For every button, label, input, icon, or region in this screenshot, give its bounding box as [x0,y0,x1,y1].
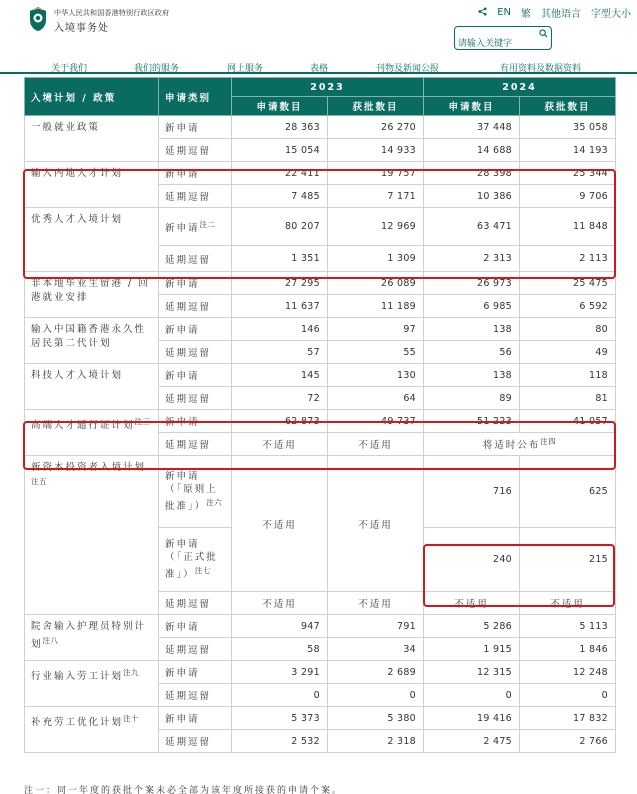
value-cell: 17 832 [520,707,616,730]
type-cell: 新申请 [159,707,232,730]
value-cell: 58 [232,638,328,661]
header-scheme: 入境计划 / 政策 [25,78,159,116]
header-approved-2023: 获批数目 [328,97,424,116]
type-cell: 延期逗留 [159,246,232,272]
value-cell: 80 [520,318,616,341]
value-cell: 625 [520,456,616,528]
type-cell: 延期逗留 [159,730,232,753]
main-nav [0,60,637,74]
lang-en-link[interactable]: EN [497,7,511,18]
note-ref[interactable]: 注十 [123,714,140,723]
value-cell: 63 471 [424,208,520,246]
value-cell: 89 [424,387,520,410]
type-label: 新申请 [165,223,200,235]
not-applicable-cell: 不适用 [328,456,424,592]
search-box[interactable] [454,26,552,50]
value-cell: 57 [232,341,328,364]
value-cell: 35 058 [520,116,616,139]
value-cell: 11 848 [520,208,616,246]
nav-publications[interactable]: 刊物及新闻公报 [376,64,440,74]
value-cell: 41 057 [520,410,616,433]
scheme-cell: 输入中国籍香港永久性居民第二代计划 [25,318,159,364]
value-cell: 37 448 [424,116,520,139]
scheme-cell: 非本地毕业生留港 / 回港就业安排 [25,272,159,318]
search-input[interactable] [458,38,548,50]
value-cell: 19 416 [424,707,520,730]
value-cell: 49 [520,341,616,364]
top-links [478,5,631,20]
value-cell: 28 363 [232,116,328,139]
value-cell: 7 171 [328,185,424,208]
scheme-cell: 一般就业政策 [25,116,159,162]
type-cell: 延期逗留 [159,341,232,364]
value-cell: 5 113 [520,615,616,638]
table-row [25,318,616,341]
statistics-table [24,77,615,753]
type-cell: 延期逗留 [159,684,232,707]
value-cell: 11 637 [232,295,328,318]
value-cell: 81 [520,387,616,410]
header-applications-2024: 申请数目 [424,97,520,116]
value-cell: 1 309 [328,246,424,272]
value-cell: 15 054 [232,139,328,162]
dept-name[interactable]: 入境事务处 [54,23,109,34]
value-cell: 9 706 [520,185,616,208]
value-cell: 5 373 [232,707,328,730]
value-cell: 19 757 [328,162,424,185]
value-cell: 2 475 [424,730,520,753]
gov-name: 中华人民共和国香港特别行政区政府 [54,9,170,17]
value-cell: 10 386 [424,185,520,208]
value-cell: 28 398 [424,162,520,185]
nav-services[interactable]: 我们的服务 [134,64,180,74]
value-cell: 947 [232,615,328,638]
type-cell [159,208,232,246]
value-cell: 1 915 [424,638,520,661]
type-cell: 延期逗留 [159,638,232,661]
type-cell [159,528,232,592]
value-cell: 791 [328,615,424,638]
nav-info[interactable]: 有用资料及数据资料 [500,64,582,74]
value-cell: 2 313 [424,246,520,272]
value-cell: 2 689 [328,661,424,684]
table-row [25,116,616,139]
value-cell: 138 [424,318,520,341]
value-cell: 26 089 [328,272,424,295]
lang-tc-link[interactable]: 繁 [521,9,531,20]
not-applicable-cell: 不适用 [328,433,424,456]
not-applicable-cell: 不适用 [424,592,520,615]
value-cell: 0 [424,684,520,707]
value-cell: 11 189 [328,295,424,318]
type-cell: 新申请 [159,410,232,433]
value-cell: 26 973 [424,272,520,295]
type-cell: 新申请 [159,272,232,295]
value-cell: 14 193 [520,139,616,162]
scheme-cell [25,661,159,707]
value-cell: 12 969 [328,208,424,246]
value-cell: 118 [520,364,616,387]
table-row [25,707,616,730]
scheme-cell: 优秀人才入境计划 [25,208,159,272]
table-row [25,661,616,684]
value-cell: 12 248 [520,661,616,684]
value-cell: 14 933 [328,139,424,162]
site-header [0,0,637,58]
value-cell: 26 270 [328,116,424,139]
value-cell: 145 [232,364,328,387]
scheme-cell [25,707,159,753]
scheme-label: 院舍输入护理员特别计划 [31,621,147,651]
scheme-label: 高端人才通行证计划 [31,420,135,432]
value-cell: 14 688 [424,139,520,162]
type-label: 新申请（「正式批准」） [165,538,218,581]
not-applicable-cell: 不适用 [520,592,616,615]
value-cell: 0 [520,684,616,707]
data-table [24,77,616,753]
type-cell: 延期逗留 [159,592,232,615]
type-cell: 延期逗留 [159,295,232,318]
scheme-label: 新资本投资者入境计划 [31,462,147,473]
scheme-label: 行业输入劳工计划 [31,671,124,683]
value-cell: 1 351 [232,246,328,272]
value-cell: 49 737 [328,410,424,433]
header-year-2024: 2024 [424,78,616,97]
value-cell: 25 475 [520,272,616,295]
scheme-cell [25,615,159,661]
value-cell: 2 766 [520,730,616,753]
share-icon[interactable] [478,7,487,19]
value-cell: 27 295 [232,272,328,295]
note-ref[interactable]: 注二 [199,219,216,229]
note-ref[interactable]: 注五 [31,477,47,486]
table-row [25,615,616,638]
type-label: 新申请（「原则上批准」） [165,470,218,513]
scheme-cell: 输入内地人才计划 [25,162,159,208]
type-cell: 新申请 [159,661,232,684]
value-cell: 7 485 [232,185,328,208]
type-cell: 新申请 [159,318,232,341]
header-type: 申请类别 [159,78,232,116]
type-cell: 新申请 [159,364,232,387]
scheme-cell [25,456,159,615]
scheme-cell: 科技人才入境计划 [25,364,159,410]
type-cell: 延期逗留 [159,139,232,162]
search-icon[interactable] [539,29,548,38]
value-cell: 51 223 [424,410,520,433]
table-row [25,272,616,295]
type-cell: 新申请 [159,116,232,139]
value-cell: 0 [232,684,328,707]
value-cell: 72 [232,387,328,410]
value-cell: 2 318 [328,730,424,753]
table-row [25,410,616,433]
value-cell: 0 [328,684,424,707]
value-cell: 22 411 [232,162,328,185]
value-cell: 146 [232,318,328,341]
value-cell: 716 [424,456,520,528]
nav-forms[interactable]: 表格 [310,64,329,74]
value-cell: 34 [328,638,424,661]
value-cell: 55 [328,341,424,364]
other-lang-link[interactable]: 其他语言 [541,9,581,20]
type-cell: 延期逗留 [159,387,232,410]
type-cell: 延期逗留 [159,433,232,456]
value-cell: 12 315 [424,661,520,684]
type-cell: 延期逗留 [159,185,232,208]
type-cell: 新申请 [159,615,232,638]
value-cell: 215 [520,528,616,592]
hkgov-emblem-icon[interactable] [28,6,48,32]
value-cell: 2 532 [232,730,328,753]
nav-about[interactable]: 关于我们 [51,64,88,74]
table-row [25,162,616,185]
type-cell: 新申请 [159,162,232,185]
not-applicable-cell: 不适用 [328,592,424,615]
value-cell: 97 [328,318,424,341]
table-row [25,208,616,246]
note-ref[interactable]: 注四 [540,437,557,447]
value-cell: 80 207 [232,208,328,246]
value-cell: 3 291 [232,661,328,684]
value-cell: 56 [424,341,520,364]
note-ref[interactable]: 注三 [134,417,151,426]
font-size-link[interactable]: 字型大小 [591,9,631,20]
table-row [25,364,616,387]
scheme-label: 补充劳工优化计划 [31,717,124,729]
value-cell: 6 592 [520,295,616,318]
to-be-announced-cell [424,433,616,456]
note-ref[interactable]: 注六 [206,497,223,507]
value-cell: 130 [328,364,424,387]
table-row [25,456,616,528]
header-applications-2023: 申请数目 [232,97,328,116]
value-cell: 25 344 [520,162,616,185]
value-cell: 1 846 [520,638,616,661]
value-cell: 6 985 [424,295,520,318]
scheme-cell [25,410,159,456]
not-applicable-cell: 不适用 [232,592,328,615]
note-ref[interactable]: 注七 [194,565,211,575]
value-cell: 5 380 [328,707,424,730]
nav-online[interactable]: 网上服务 [227,64,264,74]
value-cell: 2 113 [520,246,616,272]
type-cell [159,456,232,528]
not-applicable-cell: 不适用 [232,433,328,456]
value-cell: 64 [328,387,424,410]
value-cell: 62 873 [232,410,328,433]
value-cell: 240 [424,528,520,592]
value-cell: 5 286 [424,615,520,638]
header-year-2023: 2023 [232,78,424,97]
note-ref[interactable]: 注九 [123,668,140,677]
value-cell: 138 [424,364,520,387]
footnote: 注一：同一年度的获批个案未必全部为该年度所接获的申请个案。 [24,786,344,794]
note-ref[interactable]: 注八 [42,636,59,645]
header-approved-2024: 获批数目 [520,97,616,116]
to-be-announced-text: 将适时公布 [482,440,541,452]
not-applicable-cell: 不适用 [232,456,328,592]
